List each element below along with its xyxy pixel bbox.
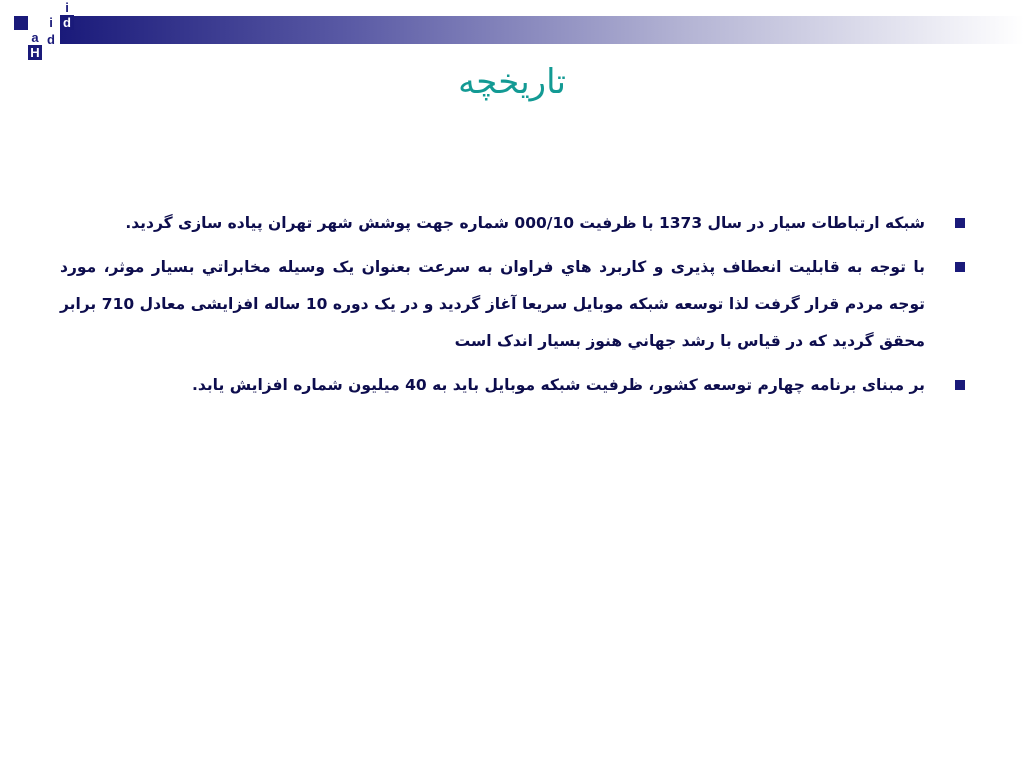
logo-letter: H xyxy=(28,45,42,60)
list-item-text: بر مبنای برنامه چهارم توسعه کشور، ظرفیت شبکه موبایل باید به 40 میلیون شماره افزایش یابد. xyxy=(192,376,925,394)
list-item xyxy=(60,367,965,404)
square-bullet-icon xyxy=(955,218,965,228)
square-bullet-icon xyxy=(955,262,965,272)
bullet-list-container xyxy=(60,205,965,411)
logo-letter: d xyxy=(60,15,74,30)
list-item xyxy=(60,249,965,360)
square-bullet-icon xyxy=(955,380,965,390)
logo-letter: a xyxy=(28,30,42,45)
header-gradient-band xyxy=(60,16,1024,44)
logo-letter: i xyxy=(60,0,74,15)
slide-title: تاریخچه xyxy=(458,62,566,102)
logo xyxy=(0,0,82,62)
bullet-list xyxy=(60,205,965,404)
logo-square xyxy=(14,16,28,30)
list-item-text: با توجه به قابلیت انعطاف پذیری و کاربرد هاي فراوان به سرعت بعنوان یک وسیله مخابراتي بسیار موثر، مورد توجه مردم قرار گرفت لذا توسعه شبکه موبایل سریعا آغاز گردید و در یک دوره 10 ساله افزایشی معادل 710 برابر محقق گردید که در قیاس با رشد جهاني هنوز بسیار اندک است xyxy=(60,258,926,350)
logo-letter: i xyxy=(44,15,58,30)
list-item-text: شبکه ارتباطات سیار در سال 1373 با ظرفیت 000/10 شماره جهت پوشش شهر تهران پیاده سازی گردید. xyxy=(125,214,925,232)
logo-letter: d xyxy=(44,32,58,47)
list-item xyxy=(60,205,965,242)
